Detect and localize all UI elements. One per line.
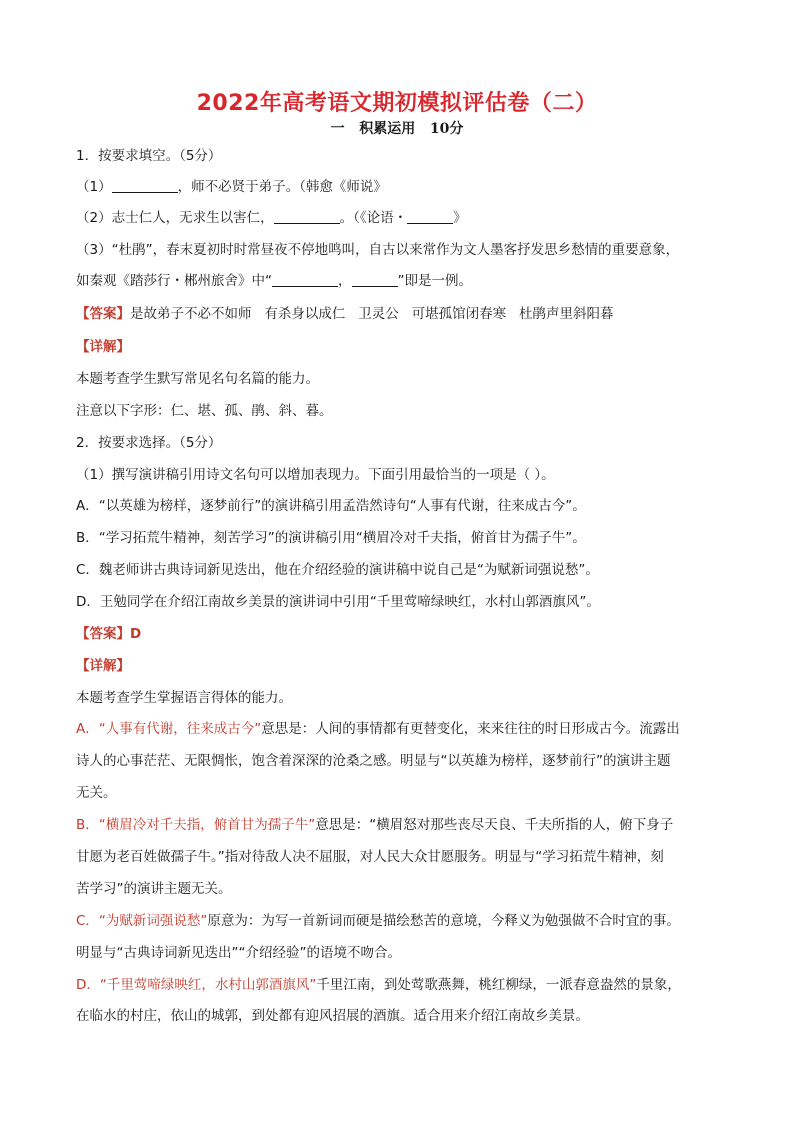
q2-explain-b-line2: 甘愿为老百姓做孺子牛。”指对待敌人决不屈服，对人民大众甘愿服务。明显与“学习拓荒牛精神，刻 (76, 849, 664, 865)
q1-part2-suffix: 》 (453, 210, 467, 226)
q1-answer (76, 304, 726, 324)
detail-label: 【详解】 (76, 658, 130, 674)
q2-option-d: D．王勉同学在介绍江南故乡美景的演讲词中引用“千里莺啼绿映红，水村山郭酒旗风”。 (76, 594, 600, 610)
q1-part3-suffix: ”即是一例。 (397, 273, 472, 289)
fill-blank (112, 178, 178, 193)
q1-part2 (76, 208, 726, 228)
q1-stem: 1．按要求填空。（5分） (76, 148, 222, 164)
q1-part3-line2 (76, 271, 726, 291)
explain-head: A．“人事有代谢，往来成古今” (76, 721, 262, 737)
q2-option-b: B．“学习拓荒牛精神，刻苦学习”的演讲稿引用“横眉冷对千夫指，俯首甘为孺子牛”。 (76, 530, 586, 546)
answer-label: 【答案】 (76, 626, 130, 642)
answer-label: 【答案】 (76, 306, 130, 322)
explain-head: C．“为赋新词强说愁” (76, 913, 208, 929)
answer-text: 是故弟子不必不如师 有杀身以成仁 卫灵公 可堪孤馆闭春寒 杜鹃声里斜阳暮 (130, 306, 614, 322)
answer-text: D (130, 626, 142, 642)
q2-option-a: A．“以英雄为榜样，逐梦前行”的演讲稿引用孟浩然诗句“人事有代谢，往来成古今”。 (76, 498, 586, 514)
explain-head: B．“横眉冷对千夫指，俯首甘为孺子牛” (76, 817, 316, 833)
q2-explain-b-line1 (76, 815, 726, 835)
fill-blank (272, 272, 338, 287)
q2-explain-a-line3: 无关。 (76, 785, 117, 801)
explain-body: 原意为：为写一首新词而硬是描绘愁苦的意境，今释义为勉强做不合时宜的事。 (207, 913, 680, 929)
section-heading: 一 积累运用 10分 (330, 121, 464, 137)
q2-answer (76, 624, 726, 644)
q1-part1 (76, 177, 726, 197)
explain-head: D．“千里莺啼绿映红，水村山郭酒旗风” (76, 977, 317, 993)
q1-part1-suffix: ，师不必贤于弟子。（韩愈《师说》 (177, 179, 387, 195)
q2-explain-a-line1 (76, 719, 726, 739)
q2-explain-c-line1 (76, 911, 726, 931)
q1-part2-mid: 。（《论语・ (339, 210, 408, 226)
q1-part3-mid: ， (338, 273, 352, 289)
q2-sub: （1）撰写演讲稿引用诗文名句可以增加表现力。下面引用最恰当的一项是（ ）。 (76, 467, 555, 483)
q1-part3-prefix: 如秦观《踏莎行・郴州旅舍》中“ (76, 273, 272, 289)
explain-body: 意思是：人间的事情都有更替变化，来来往往的时日形成古今。流露出 (261, 721, 680, 737)
q1-part3-line1: （3）“杜鹃”，春末夏初时时常昼夜不停地鸣叫，自古以来常作为文人墨客抒发思乡愁情的重要意象， (76, 242, 680, 258)
q2-explain-d-line1 (76, 975, 726, 995)
q1-part1-prefix: （1） (76, 179, 112, 195)
page-title: 2022年高考语文期初模拟评估卷（二） (196, 91, 598, 116)
explain-body: 意思是：“横眉怒对那些丧尽天良、千夫所指的人，俯下身子 (315, 817, 674, 833)
q2-stem: 2．按要求选择。（5分） (76, 435, 222, 451)
q1-part2-prefix: （2）志士仁人，无求生以害仁， (76, 210, 274, 226)
q2-explain-a-line2: 诗人的心事茫茫、无限惆怅，饱含着深深的沧桑之感。明显与“以英雄为榜样，逐梦前行”的演讲主题 (76, 753, 671, 769)
explain-body: 千里江南，到处莺歌燕舞，桃红柳绿，一派春意盎然的景象， (316, 977, 681, 993)
detail-label: 【详解】 (76, 339, 130, 355)
q1-detail-1: 本题考查学生默写常见名句名篇的能力。 (76, 371, 319, 387)
fill-blank (352, 272, 398, 287)
q1-detail-2: 注意以下字形：仁、堪、孤、鹃、斜、暮。 (76, 403, 333, 419)
fill-blank (407, 209, 453, 224)
q2-explain-b-line3: 苦学习”的演讲主题无关。 (76, 881, 232, 897)
q2-detail-1: 本题考查学生掌握语言得体的能力。 (76, 690, 292, 706)
q2-explain-d-line2: 在临水的村庄，依山的城郭，到处都有迎风招展的酒旗。适合用来介绍江南故乡美景。 (76, 1008, 589, 1024)
fill-blank (274, 209, 340, 224)
q2-option-c: C．魏老师讲古典诗词新见迭出，他在介绍经验的演讲稿中说自己是“为赋新词强说愁”。 (76, 562, 599, 578)
q2-explain-c-line2: 明显与“古典诗词新见迭出”“介绍经验”的语境不吻合。 (76, 945, 401, 961)
